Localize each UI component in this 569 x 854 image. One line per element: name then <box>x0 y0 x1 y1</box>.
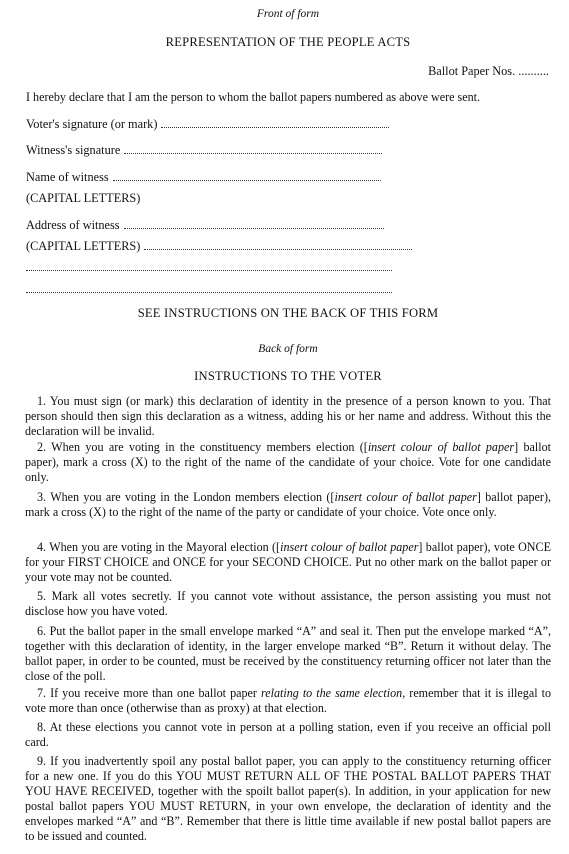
witness-address-line-1[interactable] <box>124 218 384 229</box>
declaration-text: I hereby declare that I am the person to whom the ballot papers numbered as above were sent. <box>26 90 481 104</box>
instruction-7: 7. If you receive more than one ballot paper relating to the same election, remember that it is illegal to vote more than once (otherwise than as proxy) at that election. <box>25 686 551 715</box>
voter-signature-line[interactable] <box>161 117 389 128</box>
see-instructions-note: SEE INSTRUCTIONS ON THE BACK OF THIS FORM <box>137 306 439 320</box>
capital-letters-note-1: (CAPITAL LETTERS) <box>26 191 141 205</box>
ballot-paper-nos: Ballot Paper Nos. .......... <box>428 64 549 78</box>
instruction-5: 5. Mark all votes secretly. If you cannot vote without assistance, the person assisting you must not disclose how you have voted. <box>25 589 551 618</box>
witness-address-line-2-field[interactable] <box>26 239 552 254</box>
witness-name-line[interactable] <box>113 170 381 181</box>
witness-address-label: Address of witness <box>26 218 120 232</box>
instruction-2: 2. When you are voting in the constituency members election ([insert colour of ballot paper] ballot paper), mark a cross (X) to the right of the name of the candidate of your choice. Vote for one candidate only. <box>25 440 552 484</box>
same-election-emphasis: relating to the same election <box>260 686 403 700</box>
witness-signature-label: Witness's signature <box>26 143 121 157</box>
witness-address-line-2[interactable] <box>144 239 412 250</box>
witness-address-line-3[interactable] <box>26 260 552 271</box>
front-title: REPRESENTATION OF THE PEOPLE ACTS <box>165 35 411 49</box>
witness-signature-line[interactable] <box>124 143 382 154</box>
witness-address-field[interactable] <box>26 218 552 233</box>
voter-signature-field[interactable] <box>26 117 552 132</box>
capital-letters-note-2: (CAPITAL LETTERS) <box>26 239 141 253</box>
voter-signature-label: Voter's signature (or mark) <box>26 117 158 131</box>
colour-placeholder: insert colour of ballot paper <box>280 540 419 554</box>
instruction-6: 6. Put the ballot paper in the small envelope marked “A” and seal it. Then put the envelope marked “A”, together with this declaration of identity, in the larger envelope marked “B”. Return it without delay. The ballot paper, in order to be counted, must be received by the constituency returning officer not later than the close of the poll. <box>25 624 551 683</box>
witness-signature-field[interactable] <box>26 143 552 158</box>
back-caption: Back of form <box>258 343 318 355</box>
witness-name-label: Name of witness <box>26 170 109 184</box>
instruction-9: 9. If you inadvertently spoil any postal ballot paper, you can apply to the constituency returning officer for a new one. If you do this YOU MUST RETURN ALL OF THE POSTAL BALLOT PAPERS THAT YOU HAVE RECEIVED, together with the spoilt ballot paper(s). In addition, in your application for new postal ballot papers YOU MUST RETURN, in your own envelope, the declaration of identity and the envelopes marked “A” and “B”. Remember that there is little time available if new postal ballot papers are to be issued and counted. <box>25 754 551 843</box>
instruction-8: 8. At these elections you cannot vote in person at a polling station, even if you receive an official poll card. <box>25 720 551 749</box>
instruction-1: 1. You must sign (or mark) this declaration of identity in the presence of a person known to you. That person should then sign this declaration as a witness, adding his or her name and address. Without this the declaration will be invalid. <box>25 394 551 438</box>
witness-address-line-4[interactable] <box>26 282 552 293</box>
instruction-4: 4. When you are voting in the Mayoral election ([insert colour of ballot paper] ballot paper), vote ONCE for your FIRST CHOICE and ONCE for your SECOND CHOICE. Put no other mark on the ballot paper or your vote may not be counted. <box>25 540 551 584</box>
witness-name-field[interactable] <box>26 170 552 185</box>
colour-placeholder: insert colour of ballot paper <box>334 490 477 504</box>
instruction-3: 3. When you are voting in the London members election ([insert colour of ballot paper] ballot paper), mark a cross (X) to the right of the name of the party or candidate of your choice. Vote once only. <box>25 490 551 519</box>
colour-placeholder: insert colour of ballot paper <box>367 440 515 454</box>
front-caption: Front of form <box>256 8 320 20</box>
back-title: INSTRUCTIONS TO THE VOTER <box>194 369 382 383</box>
